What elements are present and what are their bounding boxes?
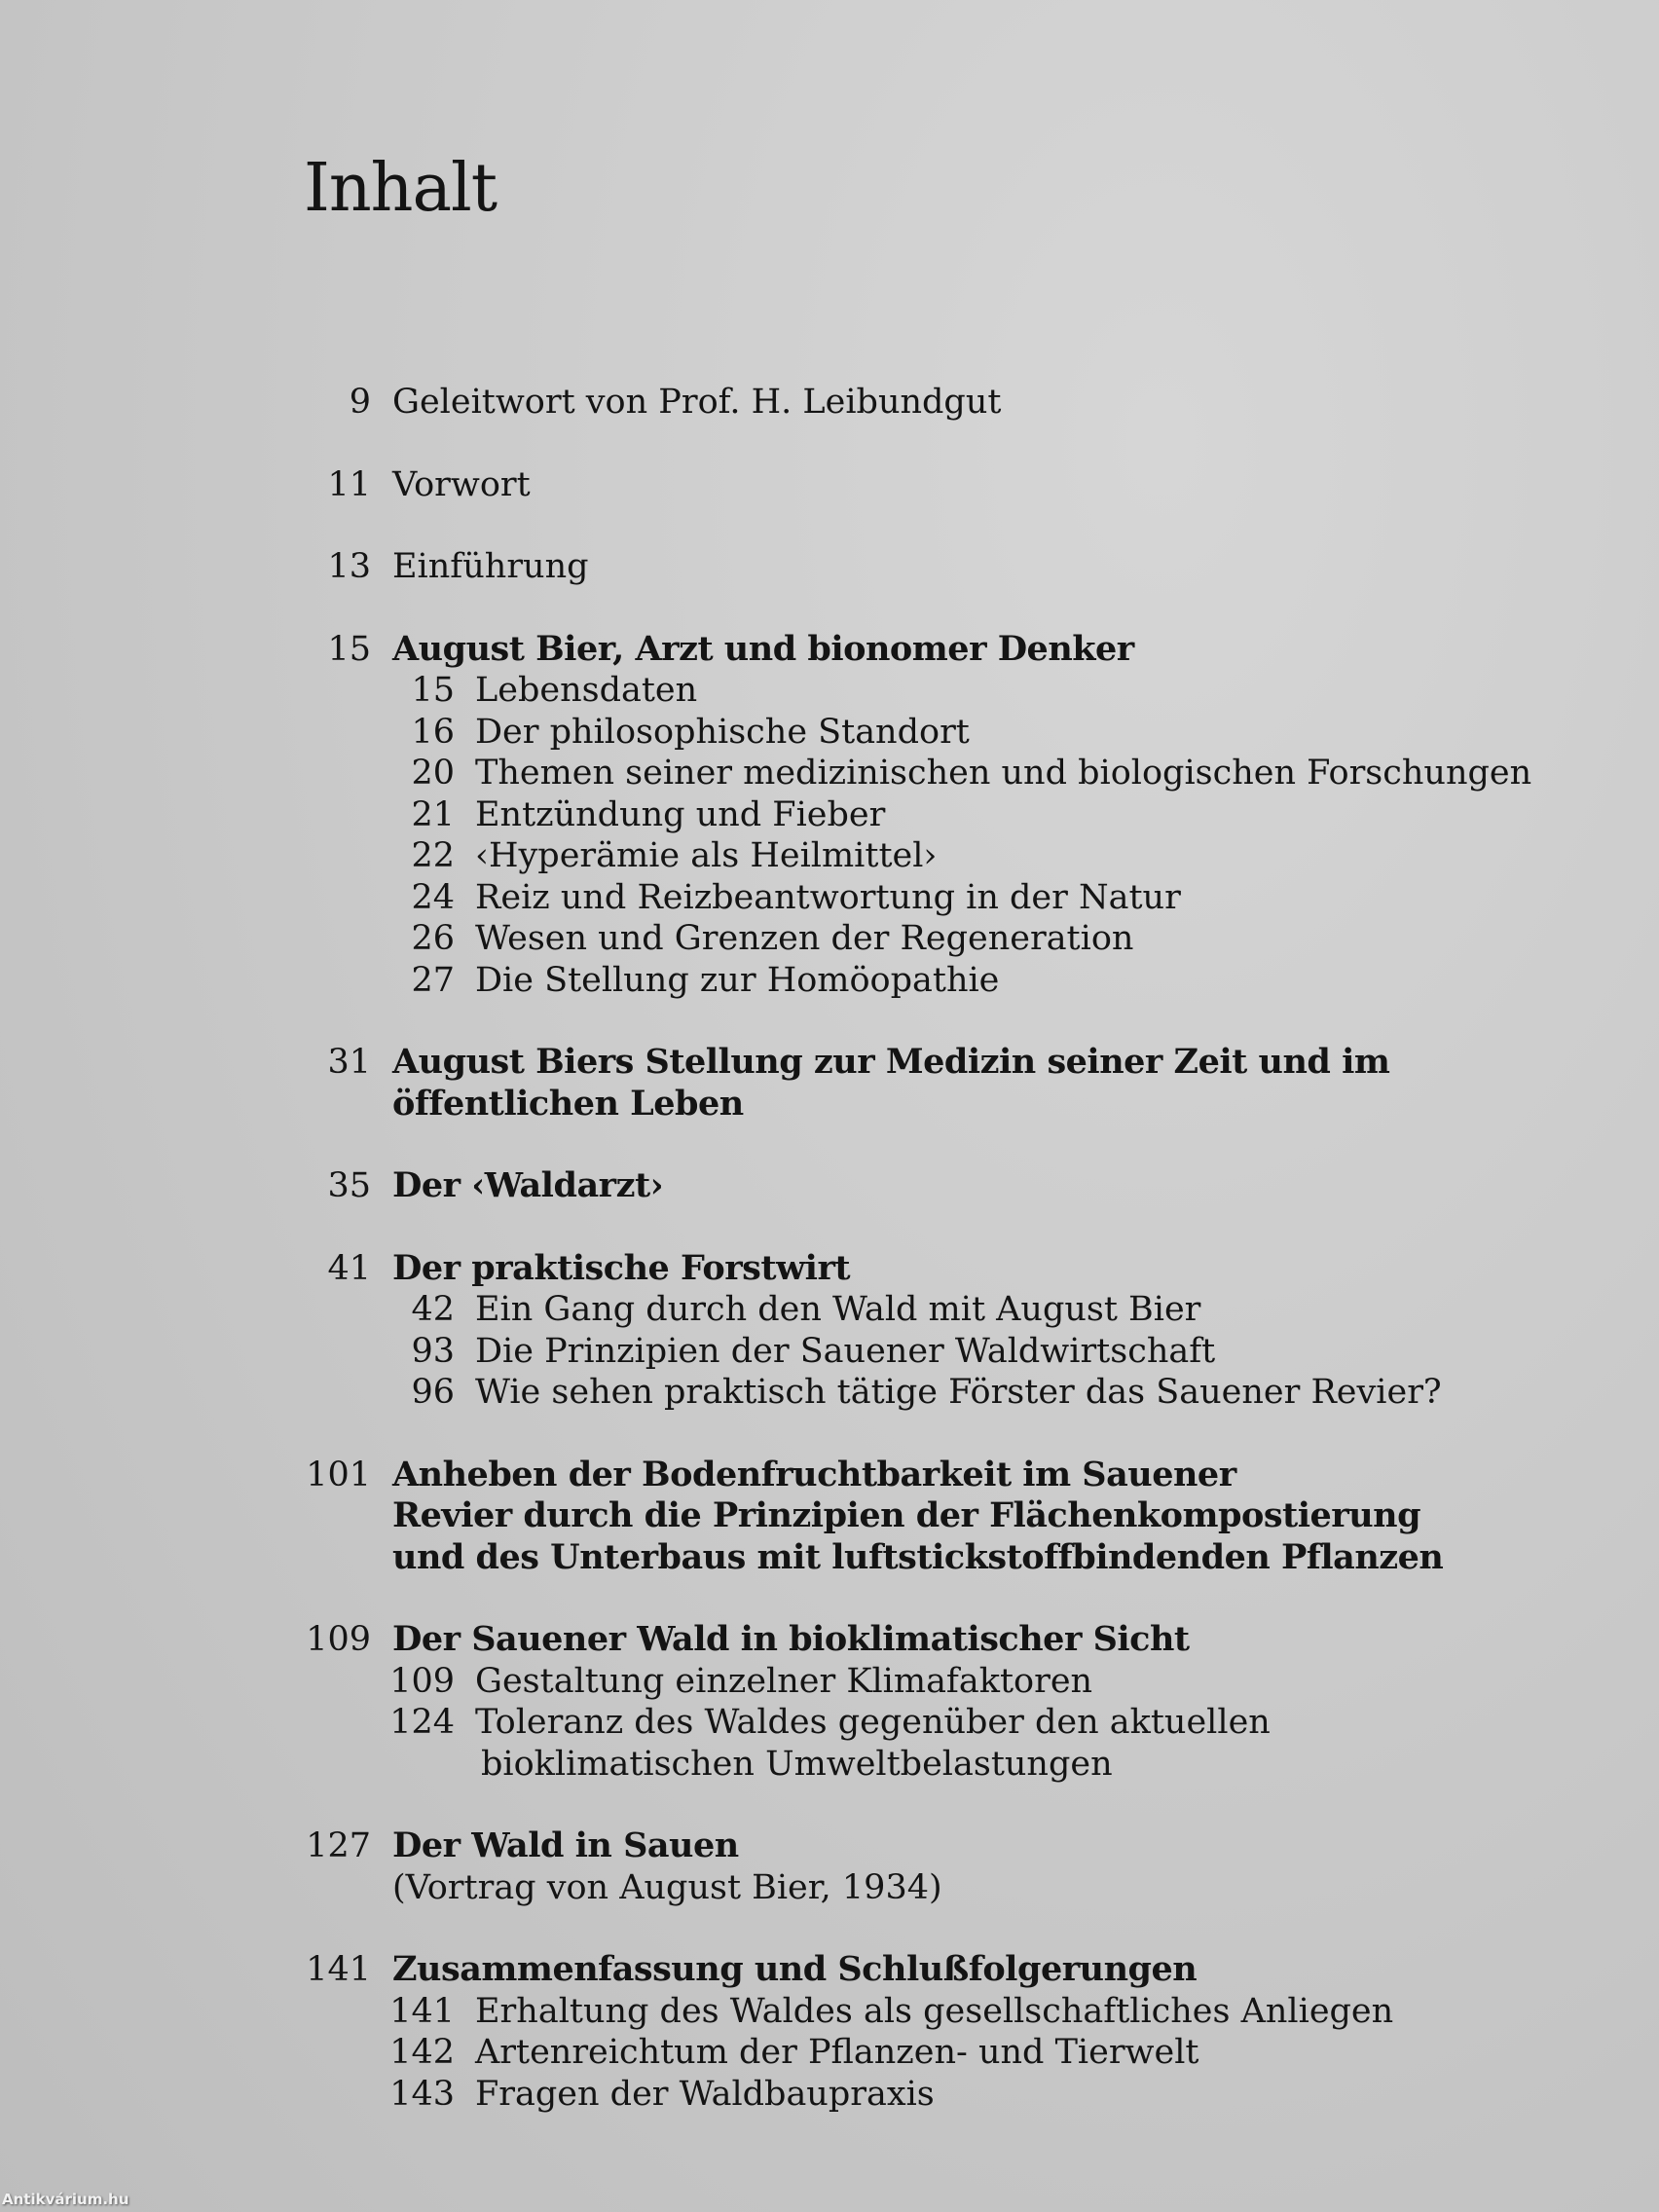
page-number: 22 [411,836,455,875]
toc-subentry [0,753,1659,794]
toc-subentry [0,918,1659,960]
page-number: 141 [389,1991,455,2031]
toc-subentry [0,1372,1659,1414]
page-number: 142 [389,2033,455,2072]
entry-title: und des Unterbaus mit luftstickstoffbindenden Pflanzen [392,1536,1444,1577]
page-number: 27 [411,960,455,1000]
toc-section [0,1248,1659,1414]
page-number: 31 [327,1043,371,1082]
toc-section [0,1042,1659,1124]
toc-entry [0,464,1659,506]
entry-title: öffentlichen Leben [392,1083,744,1124]
page-number: 9 [349,383,371,422]
toc-entry [0,1042,1659,1084]
toc-entry [0,1248,1659,1290]
toc-subentry [0,1744,1659,1786]
entry-title: ‹Hyperämie als Heilmittel› [475,836,938,875]
entry-title: bioklimatischen Umweltbelastungen [481,1744,1113,1784]
entry-title: Wie sehen praktisch tätige Förster das Sauener Revier? [475,1373,1442,1412]
page-number: 93 [411,1331,455,1371]
entry-title: Revier durch die Prinzipien der Flächenkompostierung [392,1495,1421,1535]
entry-title: Der Wald in Sauen [392,1825,739,1865]
entry-title: Themen seiner medizinischen und biologischen Forschungen [475,754,1532,793]
entry-title: Geleitwort von Prof. H. Leibundgut [392,383,1002,422]
toc-entry [0,1165,1659,1207]
page-number: 41 [327,1248,371,1288]
table-of-contents [0,382,1659,2115]
entry-title: Anheben der Bodenfruchtbarkeit im Sauener [392,1454,1236,1494]
page-number: 16 [411,712,455,752]
page-number: 109 [389,1661,455,1701]
toc-entry [0,1619,1659,1661]
watermark: Antikvárium.hu [2,2191,129,2208]
entry-title: Die Prinzipien der Sauener Waldwirtschaft [475,1331,1216,1371]
entry-title: Wesen und Grenzen der Regeneration [475,919,1134,958]
entry-title: Vorwort [392,464,531,504]
toc-entry [0,1949,1659,1991]
page-number: 35 [327,1166,371,1205]
toc-subentry [0,877,1659,919]
entry-title: Ein Gang durch den Wald mit August Bier [475,1290,1201,1329]
page-number: 42 [411,1290,455,1329]
toc-entry [0,546,1659,588]
entry-title: August Biers Stellung zur Medizin seiner Zeit und im [392,1042,1390,1082]
toc-entry [0,1537,1659,1579]
toc-subentry [0,1991,1659,2033]
page-number: 101 [306,1455,371,1494]
toc-section [0,1825,1659,1908]
toc-section [0,1165,1659,1207]
page-number: 143 [389,2074,455,2114]
page-number: 141 [306,1950,371,1989]
page-number: 21 [411,794,455,834]
toc-subentry [0,794,1659,836]
entry-title: Toleranz des Waldes gegenüber den aktuellen [475,1703,1271,1742]
page-title: Inhalt [304,149,498,227]
toc-entry [0,382,1659,424]
toc-section [0,464,1659,506]
page-number: 15 [327,629,371,669]
toc-subentry [0,2074,1659,2116]
toc-entry [0,1495,1659,1537]
toc-section [0,1455,1659,1579]
entry-title: Fragen der Waldbaupraxis [475,2074,935,2114]
entry-title: Gestaltung einzelner Klimafaktoren [475,1661,1093,1701]
toc-section [0,546,1659,588]
entry-title: Der philosophische Standort [475,712,970,752]
toc-section [0,382,1659,424]
toc-subentry [0,1331,1659,1373]
toc-entry [0,1825,1659,1867]
page-number: 24 [411,877,455,917]
page-number: 127 [306,1826,371,1865]
toc-entry [0,629,1659,671]
entry-title: Der praktische Forstwirt [392,1247,851,1288]
entry-title: Lebensdaten [475,671,698,710]
toc-subentry [0,960,1659,1002]
entry-title: Der ‹Waldarzt› [392,1165,664,1205]
toc-subentry [0,1702,1659,1744]
entry-title: (Vortrag von August Bier, 1934) [392,1867,942,1907]
entry-title: Erhaltung des Waldes als gesellschaftliches Anliegen [475,1991,1394,2031]
toc-subentry [0,1289,1659,1331]
toc-subentry [0,1661,1659,1703]
toc-subentry [0,712,1659,754]
page-number: 124 [389,1703,455,1742]
entry-title: Die Stellung zur Homöopathie [475,960,1000,1000]
entry-title: Entzündung und Fieber [475,794,886,834]
toc-section [0,1619,1659,1785]
toc-subentry [0,835,1659,877]
toc-section [0,629,1659,1002]
toc-entry-note [0,1867,1659,1909]
toc-section [0,1949,1659,2115]
page-number: 13 [327,547,371,586]
page-number: 26 [411,919,455,958]
toc-subentry [0,670,1659,712]
entry-title: Reiz und Reizbeantwortung in der Natur [475,877,1181,917]
entry-title: Artenreichtum der Pflanzen- und Tierwelt [475,2033,1199,2072]
toc-entry [0,1084,1659,1125]
toc-entry [0,1455,1659,1496]
entry-title: Der Sauener Wald in bioklimatischer Sicht [392,1619,1190,1659]
page-number: 15 [411,671,455,710]
page-number: 11 [327,464,371,504]
entry-title: Zusammenfassung und Schlußfolgerungen [392,1949,1198,1989]
entry-title: Einführung [392,547,589,586]
page-number: 109 [306,1620,371,1659]
page-number: 96 [411,1373,455,1412]
page-number: 20 [411,754,455,793]
toc-subentry [0,2032,1659,2074]
entry-title: August Bier, Arzt und bionomer Denker [392,628,1134,669]
